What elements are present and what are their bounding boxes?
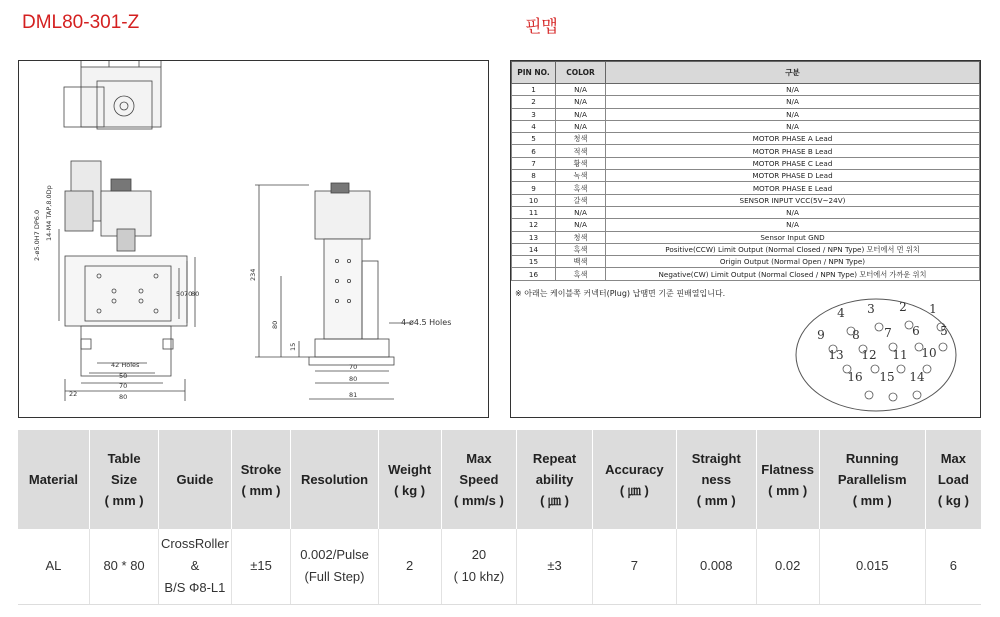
spec-value-line: 7	[630, 558, 638, 574]
spec-header-line: Resolution	[300, 472, 369, 487]
pin-row	[512, 243, 980, 255]
dim-side50: 50	[176, 290, 185, 298]
spec-header	[925, 430, 981, 529]
pin-color: 흑색	[556, 182, 606, 194]
spec-header-line: ( mm )	[768, 482, 808, 498]
pin-description: N/A	[606, 206, 980, 218]
spec-value	[441, 529, 517, 604]
pin-description: SENSOR INPUT VCC(5V~24V)	[606, 194, 980, 206]
pin-row	[512, 120, 980, 132]
connector-pin-hole	[889, 393, 897, 401]
spec-value	[291, 529, 378, 604]
dim-side70: 70	[184, 290, 193, 298]
spec-header	[517, 430, 593, 529]
spec-header-line: Flatness	[761, 461, 815, 477]
spec-header	[676, 430, 756, 529]
spec-header-line: ( kg )	[394, 482, 426, 498]
spec-header-line: Load	[937, 472, 969, 487]
spec-value-line: 0.015	[855, 558, 889, 574]
pin-color: N/A	[556, 120, 606, 132]
spec-header-line: Weight	[388, 461, 432, 477]
pin-header-desc: 구분	[606, 62, 980, 84]
spec-value-line: 2	[406, 558, 414, 574]
spec-header-line: Stroke	[240, 461, 282, 477]
spec-header-line: Running	[845, 451, 899, 466]
pin-color: N/A	[556, 96, 606, 108]
pin-description: Sensor Input GND	[606, 231, 980, 243]
spec-header-line: ( mm )	[852, 493, 892, 508]
connector-pin-label: 6	[912, 324, 920, 338]
pin-row	[512, 108, 980, 120]
pin-row	[512, 133, 980, 145]
spec-header-line: ( mm )	[241, 482, 281, 498]
pin-number: 3	[512, 108, 556, 120]
pin-number: 12	[512, 219, 556, 231]
note-pin: 2-ø5.0H7 DP6.0	[33, 209, 41, 261]
spec-value-line: ( 10 khz)	[453, 569, 505, 585]
model-title: DML80-301-Z	[22, 12, 140, 33]
dim-234: 234	[249, 268, 257, 281]
spec-header-line: ( ㎛ )	[540, 493, 569, 508]
pin-row	[512, 145, 980, 157]
spec-header-line: Speed	[459, 472, 499, 487]
pin-table	[511, 61, 980, 281]
spec-header	[89, 430, 158, 529]
connector-pin-hole	[913, 391, 921, 399]
connector-pin-hole	[875, 323, 883, 331]
pin-row	[512, 219, 980, 231]
connector-pin-label: 3	[867, 302, 875, 316]
spec-header	[231, 430, 291, 529]
spec-header	[592, 430, 676, 529]
connector-pin-label: 11	[892, 348, 908, 362]
pin-row	[512, 206, 980, 218]
spec-header	[378, 430, 441, 529]
note-tap: 14-M4 TAP,8.0Dp	[45, 185, 53, 241]
pin-description: MOTOR PHASE C Lead	[606, 157, 980, 169]
spec-value-line: 0.02	[775, 558, 801, 574]
connector-pin-hole	[897, 365, 905, 373]
spec-value-line: ±3	[547, 558, 562, 574]
spec-header-line: ness	[701, 472, 732, 487]
spec-header-line: ( ㎛ )	[619, 482, 649, 498]
connector-pin-label: 9	[817, 328, 825, 342]
spec-header	[159, 430, 231, 529]
dim-22: 22	[69, 390, 78, 398]
dim-80c: 80	[349, 375, 358, 383]
dim-70a: 70	[119, 382, 128, 390]
dim-42: 42 Holes	[111, 361, 140, 369]
connector-pin-label: 13	[828, 348, 844, 362]
pin-number: 8	[512, 170, 556, 182]
connector-pin-label: 12	[861, 348, 877, 362]
spec-header-line: ( mm )	[104, 493, 144, 508]
dim-50: 50	[119, 372, 128, 380]
spec-header-line: Repeat	[532, 451, 577, 466]
pinmap-title: 핀맵	[525, 17, 558, 37]
pin-description: N/A	[606, 84, 980, 96]
pin-description: MOTOR PHASE E Lead	[606, 182, 980, 194]
connector-pin-label: 5	[940, 324, 948, 338]
spec-header-line: Accuracy	[605, 461, 664, 477]
spec-header-line: ability	[535, 472, 574, 487]
pin-description: N/A	[606, 219, 980, 231]
pin-color: 적색	[556, 145, 606, 157]
pin-row	[512, 268, 980, 280]
pin-color: 백색	[556, 256, 606, 268]
connector-pin-label: 15	[879, 370, 895, 384]
pin-description: MOTOR PHASE D Lead	[606, 170, 980, 182]
pin-header-no: PIN NO.	[512, 62, 556, 84]
connector-pin-label: 8	[852, 328, 860, 342]
spec-header-line: ( mm )	[696, 493, 736, 508]
spec-value-line: 20	[471, 547, 487, 563]
dim-70b: 70	[349, 363, 358, 371]
dim-15: 15	[289, 342, 297, 351]
pin-color: 황색	[556, 157, 606, 169]
connector-diagram	[793, 297, 959, 413]
spec-value-line: 0.002/Pulse	[300, 547, 369, 563]
pin-row	[512, 157, 980, 169]
pin-number: 13	[512, 231, 556, 243]
dim-80a: 80	[119, 393, 128, 401]
dim-81: 81	[349, 391, 358, 399]
connector-pin-label: 2	[899, 300, 907, 314]
spec-value	[378, 529, 441, 604]
spec-value-line: B/S Φ8-L1	[164, 580, 226, 596]
connector-pin-label: 7	[884, 326, 892, 340]
pin-description: MOTOR PHASE B Lead	[606, 145, 980, 157]
pin-color: 갈색	[556, 194, 606, 206]
pin-note: ※ 아래는 케이블쪽 커넥터(Plug) 납땜면 기준 핀배열입니다.	[515, 289, 726, 298]
pin-number: 4	[512, 120, 556, 132]
spec-value	[517, 529, 593, 604]
pin-number: 14	[512, 243, 556, 255]
pin-description: Positive(CCW) Limit Output (Normal Closed / NPN Type) 모터에서 먼 위치	[606, 243, 980, 255]
spec-value-line: 0.008	[699, 558, 733, 574]
spec-header-line: Straight	[691, 451, 741, 466]
connector-pin-hole	[871, 365, 879, 373]
pin-row	[512, 84, 980, 96]
spec-header	[756, 430, 819, 529]
spec-value	[159, 529, 231, 604]
dim-80b: 80	[271, 320, 279, 329]
spec-value-line: 6	[949, 558, 957, 574]
spec-value	[819, 529, 925, 604]
spec-header	[291, 430, 378, 529]
dim-side80: 80	[191, 290, 200, 298]
connector-pin-label: 1	[929, 302, 937, 316]
connector-pin-label: 14	[909, 370, 925, 384]
pin-number: 11	[512, 206, 556, 218]
pin-number: 6	[512, 145, 556, 157]
pin-color: 청색	[556, 231, 606, 243]
spec-header-line: ( mm/s )	[454, 493, 504, 508]
spec-value	[925, 529, 981, 604]
pin-description: N/A	[606, 120, 980, 132]
technical-drawing	[18, 60, 489, 418]
spec-header	[441, 430, 517, 529]
connector-pin-label: 4	[837, 306, 845, 320]
spec-value-line: AL	[45, 558, 62, 574]
pin-number: 2	[512, 96, 556, 108]
pin-map-panel	[510, 60, 981, 418]
pin-description: MOTOR PHASE A Lead	[606, 133, 980, 145]
spec-value-line: &	[190, 558, 200, 574]
pin-color: N/A	[556, 108, 606, 120]
pin-color: 흑색	[556, 243, 606, 255]
spec-value	[89, 529, 158, 604]
drawing-svg	[19, 61, 490, 419]
spec-value	[231, 529, 291, 604]
pin-description: Negative(CW) Limit Output (Normal Closed / NPN Type) 모터에서 가까운 위치	[606, 268, 980, 280]
spec-value	[592, 529, 676, 604]
spec-value	[756, 529, 819, 604]
connector-pin-hole	[939, 343, 947, 351]
spec-value-line: (Full Step)	[304, 569, 365, 585]
pin-row	[512, 170, 980, 182]
spec-header	[18, 430, 89, 529]
pin-header-color: COLOR	[556, 62, 606, 84]
pin-number: 9	[512, 182, 556, 194]
pin-color: N/A	[556, 206, 606, 218]
spec-value	[18, 529, 89, 604]
spec-value-line: ±15	[250, 558, 272, 574]
spec-value-line: CrossRoller	[160, 536, 229, 552]
spec-header	[819, 430, 925, 529]
spec-table	[18, 430, 981, 605]
pin-description: N/A	[606, 96, 980, 108]
pin-row	[512, 231, 980, 243]
pin-number: 15	[512, 256, 556, 268]
spec-header-line: Material	[28, 472, 79, 487]
pin-color: 청색	[556, 133, 606, 145]
pin-row	[512, 96, 980, 108]
pin-number: 10	[512, 194, 556, 206]
spec-header-line: Size	[111, 472, 138, 487]
spec-value	[676, 529, 756, 604]
spec-header-line: Parallelism	[837, 472, 907, 487]
connector-pin-label: 10	[921, 346, 937, 360]
pin-description: N/A	[606, 108, 980, 120]
pin-color: N/A	[556, 219, 606, 231]
pin-number: 16	[512, 268, 556, 280]
spec-value-line: 80 * 80	[103, 558, 145, 574]
spec-header-line: Max	[466, 451, 492, 466]
pin-color: N/A	[556, 84, 606, 96]
pin-color: 녹색	[556, 170, 606, 182]
pin-number: 5	[512, 133, 556, 145]
spec-header-line: Table	[107, 451, 141, 466]
pin-number: 1	[512, 84, 556, 96]
pin-number: 7	[512, 157, 556, 169]
connector-pin-hole	[865, 391, 873, 399]
spec-header-line: Guide	[176, 472, 214, 487]
pin-row	[512, 256, 980, 268]
pin-color: 흑색	[556, 268, 606, 280]
pin-row	[512, 194, 980, 206]
pin-description: Origin Output (Normal Open / NPN Type)	[606, 256, 980, 268]
spec-header-line: Max	[940, 451, 967, 466]
spec-header-line: ( kg )	[937, 493, 969, 508]
dim-holes: 4-ø4.5 Holes	[401, 318, 452, 327]
pin-row	[512, 182, 980, 194]
connector-pin-label: 16	[847, 370, 863, 384]
